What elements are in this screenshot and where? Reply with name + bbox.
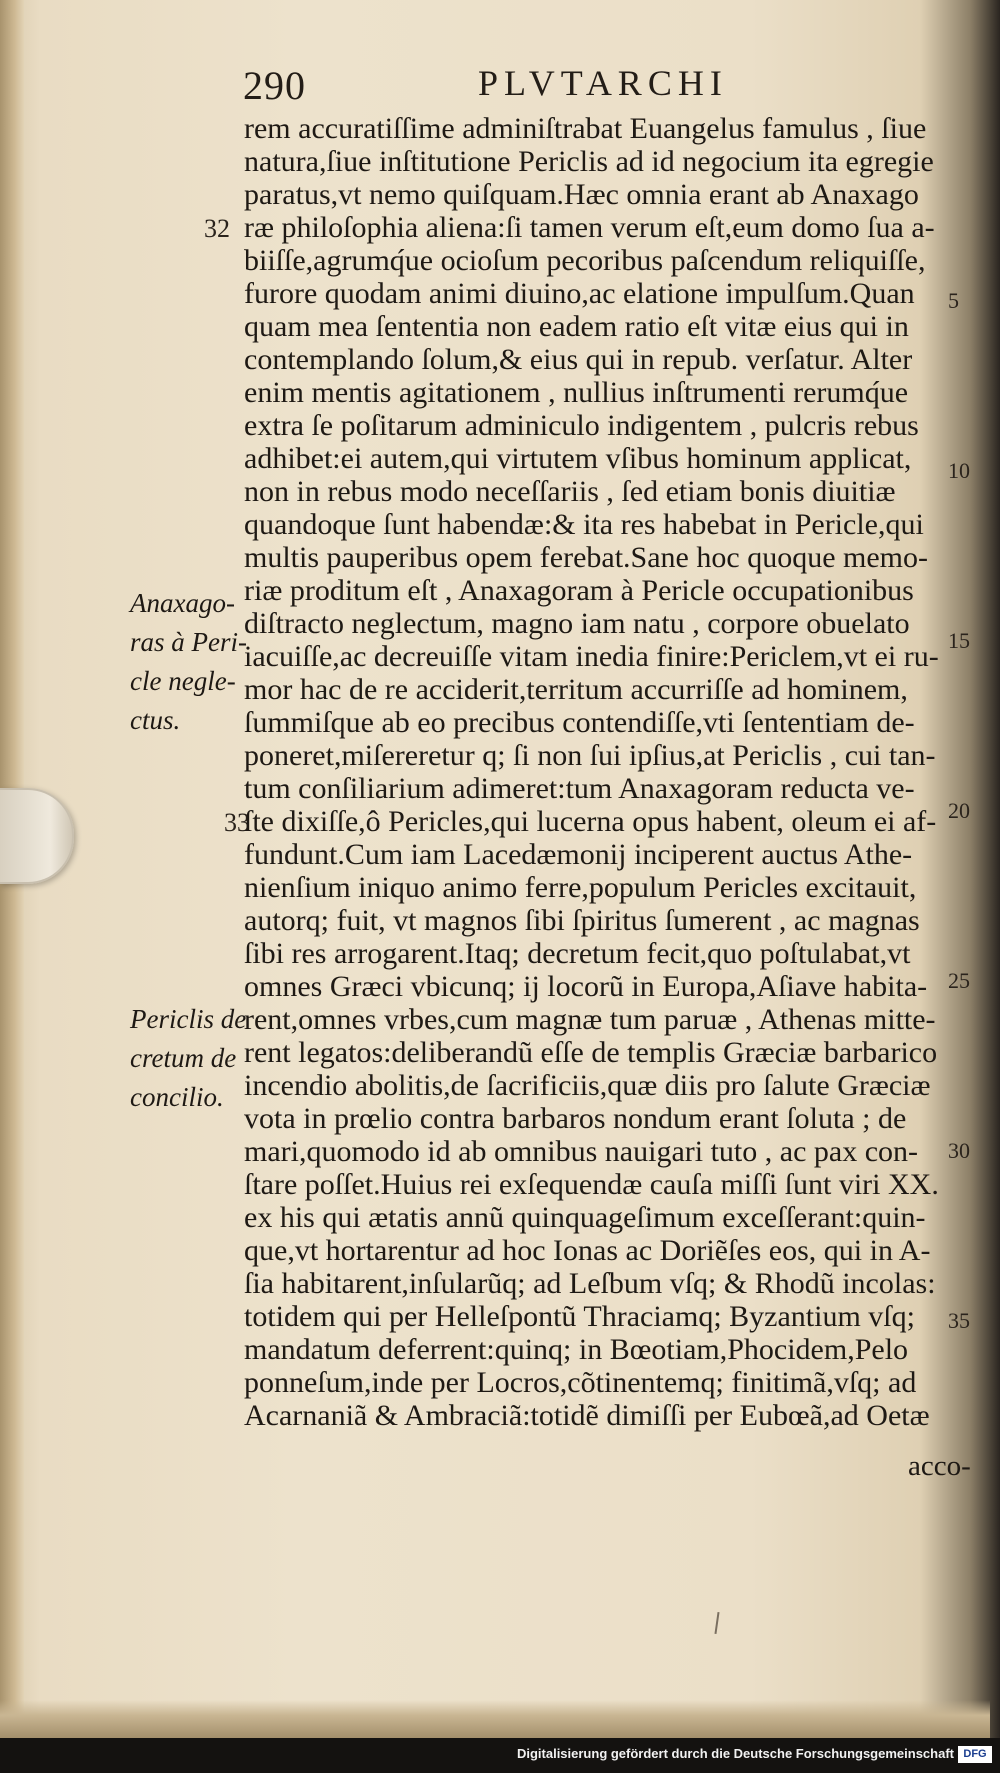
digitization-footer (0, 1738, 1000, 1773)
marginal-note-line: concilio. (130, 1082, 224, 1112)
text-line: ex his qui ætatis annũ quinquageſimum exceſſerant:quin- (244, 1201, 926, 1234)
text-line: riæ proditum eſt , Anaxagoram à Pericle occupationibus (244, 574, 914, 607)
running-head: PLVTARCHI (478, 63, 728, 103)
line-number: 35 (948, 1308, 970, 1333)
text-line: incendio abolitis,de ſacrificiis,quæ diis pro ſalute Græciæ (244, 1069, 931, 1102)
text-line: mor hac de re acciderit,territum accurriſſe ad hominem, (244, 673, 908, 706)
text-line: ſte dixiſſe,ô Pericles,qui lucerna opus habent, oleum ei af- (244, 805, 937, 838)
marginal-note-line: cretum de (130, 1043, 237, 1073)
text-line: adhibet:ei autem,qui virtutem vſibus hominum applicat, (244, 442, 912, 475)
line-number: 15 (948, 628, 970, 653)
page-bottom-edge (0, 1700, 990, 1738)
text-line: quandoque ſunt habendæ:& ita res habebat in Pericle,qui (244, 508, 924, 541)
text-line: furore quodam animi diuino,ac elatione impulſum.Quan (244, 277, 915, 310)
pencil-mark (714, 1612, 719, 1634)
text-line: autorq; fuit, vt magnos ſibi ſpiritus ſumerent , ac magnas (244, 904, 920, 937)
footer-credit: Digitalisierung gefördert durch die Deutsche Forschungsgemeinschaft (516, 1746, 954, 1761)
text-line: ſummiſque ab eo precibus contendiſſe,vti ſententiam de- (244, 706, 915, 739)
text-line: rent,omnes vrbes,cum magnæ tum paruæ , Athenas mitte- (244, 1003, 936, 1036)
text-line: diſtracto neglectum, magno iam natu , corpore obuelato (244, 607, 910, 640)
text-line: multis pauperibus opem ferebat.Sane hoc quoque memo- (244, 541, 928, 574)
text-line: vota in prœlio contra barbaros nondum erant ſoluta ; de (244, 1102, 907, 1135)
section-number: 33 (224, 808, 250, 837)
text-line: non in rebus modo neceſſariis , ſed etiam bonis diuitiæ (244, 475, 896, 508)
text-line: mari,quomodo id ab omnibus nauigari tuto , ac pax con- (244, 1135, 919, 1168)
marginal-note-line: ras à Peri- (130, 627, 247, 657)
page-header (0, 62, 1000, 112)
marginal-note-line: Periclis de (130, 1004, 247, 1034)
line-number: 10 (948, 458, 970, 483)
line-number: 20 (948, 798, 970, 823)
text-line: mandatum deferrent:quinq; in Bœotiam,Phocidem,Pelo (244, 1333, 909, 1366)
text-line: totidem qui per Helleſpontũ Thraciamq; Byzantium vſq; (244, 1300, 915, 1333)
text-line: iacuiſſe,ac decreuiſſe vitam inedia finire:Periclem,vt ei ru- (244, 640, 939, 673)
text-line: nienſium iniquo animo ferre,populum Pericles excitauit, (244, 871, 917, 904)
text-line: ſia habitarent,inſularũq; ad Leſbum vſq; & Rhodũ incolas: (244, 1267, 936, 1300)
text-line: biiſſe,agrumq́ue ocioſum pecoribus paſcendum reliquiſſe, (244, 244, 926, 277)
section-number: 32 (204, 214, 230, 243)
page-edge (0, 0, 24, 1773)
text-line: enim mentis agitationem , nullius inſtrumenti rerumq́ue (244, 376, 909, 409)
text-line: tum conſiliarium adimeret:tum Anaxagoram reducta ve- (244, 772, 915, 805)
bookmark-tab (0, 788, 74, 884)
text-line: que,vt hortarentur ad hoc Ionas ac Doriẽſes eos, qui in A- (244, 1234, 931, 1267)
text-line: natura,ſiue inſtitutione Periclis ad id negocium ita egregie (244, 145, 934, 178)
line-number: 5 (948, 288, 959, 313)
text-line: quam mea ſententia non eadem ratio eſt vitæ eius qui in (244, 310, 909, 343)
line-number: 30 (948, 1138, 970, 1163)
line-number: 25 (948, 968, 970, 993)
text-line: omnes Græci vbicunq; ij locorũ in Europa,Aſiave habita- (244, 970, 928, 1003)
text-line: rent legatos:deliberandũ eſſe de templis Græciæ barbarico (244, 1036, 938, 1069)
marginal-note (130, 1000, 260, 1117)
text-line: ſibi res arrogarent.Itaq; decretum fecit,quo poſtulabat,vt (244, 937, 911, 970)
marginal-note-line: cle negle- (130, 666, 236, 696)
page-number: 290 (243, 63, 306, 108)
text-line: rem accuratiſſime adminiſtrabat Euangelus famulus , ſiue (244, 112, 927, 145)
text-line: extra ſe poſitarum adminiculo indigentem , pulcris rebus (244, 409, 919, 442)
text-line: Acarnaniã & Ambraciã:totidẽ dimiſſi per Eubœã,ad Oetæ (244, 1399, 930, 1432)
catchword: acco- (908, 1450, 971, 1482)
text-line: fundunt.Cum iam Lacedæmonij inciperent auctus Athe- (244, 838, 913, 871)
dfg-logo: DFG (958, 1746, 992, 1763)
marginal-note-line: Anaxago- (130, 588, 235, 618)
text-line: ponneſum,inde per Locros,cõtinentemq; finitimã,vſq; ad (244, 1366, 917, 1399)
text-line: poneret,miſereretur q; ſi non ſui ipſius,at Periclis , cui tan- (244, 739, 936, 772)
marginal-note-line: ctus. (130, 705, 181, 735)
text-line: ræ philoſophia aliena:ſi tamen verum eſt,eum domo ſua a- (244, 211, 935, 244)
text-line: ſtare poſſet.Huius rei exſequendæ cauſa miſſi ſunt viri XX. (244, 1168, 939, 1201)
text-line: contemplando ſolum,& eius qui in repub. verſatur. Alter (244, 343, 913, 376)
marginal-note (130, 584, 260, 740)
text-line: paratus,vt nemo quiſquam.Hæc omnia erant ab Anaxago (244, 178, 919, 211)
